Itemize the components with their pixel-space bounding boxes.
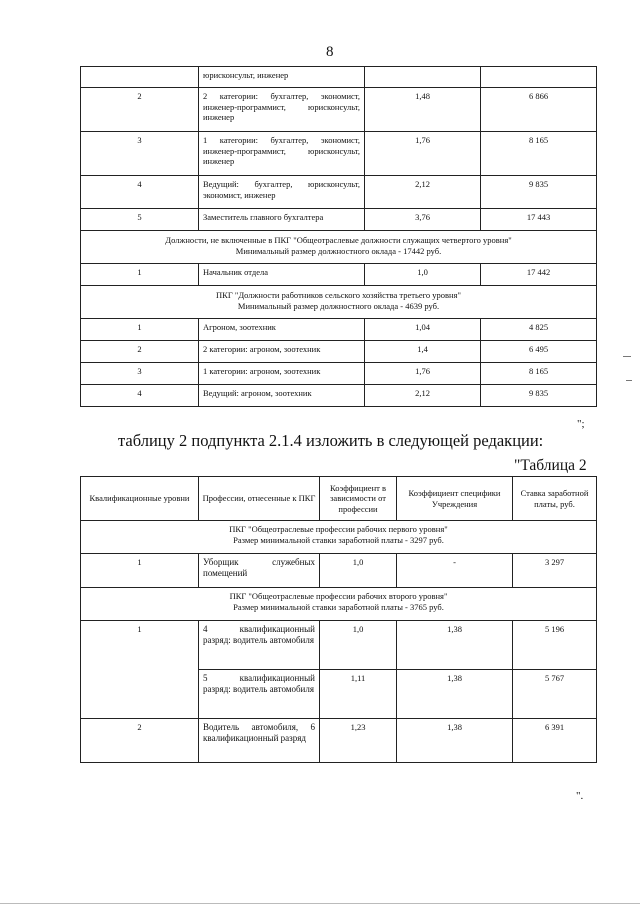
amendment-instruction: таблицу 2 подпункта 2.1.4 изложить в следующей редакции: (118, 431, 544, 450)
position-cell: 2 категории: бухгалтер, экономист, инженер-программист, юрисконсульт, инженер (199, 88, 365, 132)
level-cell: 2 (81, 719, 199, 763)
group-title: ПКГ "Должности работников сельского хозяйства третьего уровня" (216, 290, 461, 300)
table-row (81, 209, 597, 231)
level-cell: 1 (81, 621, 199, 719)
coefficient-cell: 2,12 (365, 385, 481, 407)
profession-cell: 4 квалификационный разряд: водитель автомобиля (199, 621, 320, 670)
table-row (81, 719, 597, 763)
group-header-row (81, 286, 597, 319)
level-cell: 4 (81, 385, 199, 407)
salary-cell: 8 165 (481, 363, 597, 385)
salary-table-2 (80, 476, 597, 763)
column-header: Коэффициент в зависимости от профессии (320, 477, 397, 521)
table-row (81, 319, 597, 341)
level-cell: 1 (81, 319, 199, 341)
table-row (81, 385, 597, 407)
position-cell: 2 категории: агроном, зоотехник (199, 341, 365, 363)
position-cell: Заместитель главного бухгалтера (199, 209, 365, 231)
salary-cell: 8 165 (481, 132, 597, 176)
table-row (81, 363, 597, 385)
salary-cell: 6 866 (481, 88, 597, 132)
group-min-rate: Размер минимальной ставки заработной платы - 3765 руб. (233, 601, 444, 612)
rate-cell: 6 391 (513, 719, 597, 763)
table-row (81, 621, 597, 670)
position-cell: Агроном, зоотехник (199, 319, 365, 341)
salary-table-1 (80, 66, 597, 407)
group-title: Должности, не включенные в ПКГ "Общеотраслевые должности служащих четвертого уровня" (165, 235, 512, 245)
scan-speck (623, 356, 631, 357)
rate-cell: 5 767 (513, 670, 597, 719)
coefficient-cell: 1,0 (365, 264, 481, 286)
profession-cell: Водитель автомобиля, 6 квалификационный разряд (199, 719, 320, 763)
level-cell: 2 (81, 88, 199, 132)
salary-cell: 6 495 (481, 341, 597, 363)
rate-cell: 5 196 (513, 621, 597, 670)
salary-cell: 17 442 (481, 264, 597, 286)
coefficient-cell: 2,12 (365, 176, 481, 209)
column-header: Ставка заработной платы, руб. (513, 477, 597, 521)
specifics-cell: 1,38 (397, 670, 513, 719)
coefficient-cell: 3,76 (365, 209, 481, 231)
salary-cell: 17 443 (481, 209, 597, 231)
group-header-row (81, 521, 597, 554)
group-min-salary: Минимальный размер должностного оклада - 17442 руб. (235, 245, 442, 256)
position-cell: 1 категории: агроном, зоотехник (199, 363, 365, 385)
coefficient-cell: 1,76 (365, 363, 481, 385)
level-cell: 2 (81, 341, 199, 363)
column-header: Квалификационные уровни (81, 477, 199, 521)
table-row (81, 67, 597, 88)
table-row (81, 341, 597, 363)
rate-cell: 3 297 (513, 554, 597, 588)
closing-quote-mark: ". (576, 790, 584, 802)
specifics-cell: 1,38 (397, 719, 513, 763)
coefficient-cell: 1,0 (320, 621, 397, 670)
coefficient-cell (365, 67, 481, 88)
level-cell: 1 (81, 554, 199, 588)
group-header (81, 231, 597, 264)
coefficient-cell: 1,04 (365, 319, 481, 341)
position-cell: Начальник отдела (199, 264, 365, 286)
level-cell: 1 (81, 264, 199, 286)
salary-cell: 4 825 (481, 319, 597, 341)
table-row (81, 176, 597, 209)
group-header (81, 286, 597, 319)
table-row (81, 554, 597, 588)
coefficient-cell: 1,11 (320, 670, 397, 719)
coefficient-cell: 1,0 (320, 554, 397, 588)
coefficient-cell: 1,76 (365, 132, 481, 176)
specifics-cell: 1,38 (397, 621, 513, 670)
table-row (81, 132, 597, 176)
level-cell (81, 67, 199, 88)
table-row (81, 264, 597, 286)
position-cell: 1 категории: бухгалтер, экономист, инженер-программист, юрисконсульт, инженер (199, 132, 365, 176)
group-header (81, 521, 597, 554)
scan-speck (626, 380, 632, 381)
level-cell: 4 (81, 176, 199, 209)
coefficient-cell: 1,4 (365, 341, 481, 363)
column-header: Профессии, отнесенные к ПКГ (199, 477, 320, 521)
group-title: ПКГ "Общеотраслевые профессии рабочих первого уровня" (229, 524, 448, 534)
closing-quote-mark: "; (577, 418, 585, 430)
scan-speck (0, 903, 640, 904)
group-header-row (81, 231, 597, 264)
salary-cell (481, 67, 597, 88)
table-label: "Таблица 2 (514, 457, 587, 474)
coefficient-cell: 1,23 (320, 719, 397, 763)
group-min-rate: Размер минимальной ставки заработной платы - 3297 руб. (233, 534, 444, 545)
level-cell: 3 (81, 363, 199, 385)
group-header (81, 588, 597, 621)
position-cell: юрисконсульт, инженер (199, 67, 365, 88)
group-title: ПКГ "Общеотраслевые профессии рабочих второго уровня" (229, 591, 448, 601)
page-number: 8 (326, 44, 334, 60)
position-cell: Ведущий: агроном, зоотехник (199, 385, 365, 407)
salary-cell: 9 835 (481, 385, 597, 407)
coefficient-cell: 1,48 (365, 88, 481, 132)
group-min-salary: Минимальный размер должностного оклада - 4639 руб. (237, 300, 440, 311)
table-row (81, 88, 597, 132)
specifics-cell: - (397, 554, 513, 588)
group-header-row (81, 588, 597, 621)
profession-cell: Уборщик служебных помещений (199, 554, 320, 588)
profession-cell: 5 квалификационный разряд: водитель автомобиля (199, 670, 320, 719)
column-header: Коэффициент специфики Учреждения (397, 477, 513, 521)
salary-cell: 9 835 (481, 176, 597, 209)
level-cell: 5 (81, 209, 199, 231)
header-row (81, 477, 597, 521)
position-cell: Ведущий: бухгалтер, юрисконсульт, экономист, инженер (199, 176, 365, 209)
level-cell: 3 (81, 132, 199, 176)
